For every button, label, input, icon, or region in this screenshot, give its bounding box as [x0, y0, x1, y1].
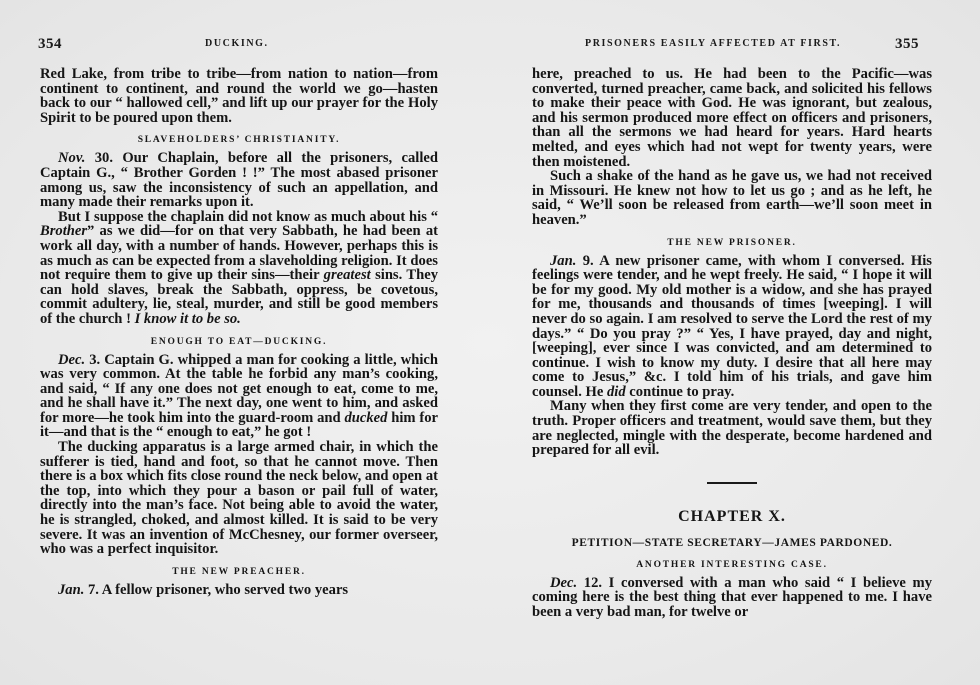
paragraph: The ducking apparatus is a large armed chair, in which the sufferer is tied, hand and foot, so that he cannot move. Then there is a box which fits close round the neck below, and open at the top, into which they pour a bason or pail full of water, directly into the man’s face. Not being able to avoid the water, he is strangled, choked, and almost killed. It is said to be very severe. It was an invention of McChesney, our former overseer, who was a perfect inquisitor. — [40, 439, 438, 558]
page-body — [532, 67, 932, 620]
italic-text: Dec. — [58, 351, 86, 368]
page-number: 355 — [895, 36, 919, 52]
running-head: DUCKING. — [205, 38, 269, 49]
section-heading: SLAVEHOLDERS’ CHRISTIANITY. — [137, 135, 341, 146]
paragraph: Jan. 7. A fellow prisoner, who served two years — [58, 581, 349, 598]
paragraph: here, preached to us. He had been to the Pacific—was converted, turned preacher, came back, and solicited his fellows to make their peace with God. He was ignorant, but zealous, and his sermon produced more effect on officers and prisoners, than all the sermons we had heard for years. Hard hearts melted, and eyes which had not wept for twenty years, were then moistened. — [532, 66, 932, 170]
entry-date: Jan. — [58, 581, 85, 598]
page-number: 354 — [38, 36, 62, 52]
section-heading: THE NEW PREACHER. — [172, 566, 306, 577]
entry-date: Jan. — [550, 252, 577, 269]
italic-text: greatest — [323, 267, 371, 284]
paragraph: Dec. 12. I conversed with a man who said “ I believe my coming here is the best thing that ever happened to me. I have been a very bad man, for twelve or — [532, 574, 932, 621]
italic-text: did — [607, 383, 626, 400]
right-page — [490, 0, 980, 685]
paragraph: But I suppose the chaplain did not know as much about his “ Brother” as we did—for on that very Sabbath, he had been at work all day, with a number of hands. However, perhaps this is as much as can be expected from a slaveholding religion. It does not require them to give up their sins—their greatest sins. They can hold slaves, break the Sabbath, oppress, be covetous, commit adultery, lie, steal, murder, and still be good members of the church ! I know it to be so. — [40, 208, 438, 327]
italic-text: ducked — [344, 409, 388, 426]
paragraph: Jan. 9. A new prisoner came, with whom I conversed. His feelings were tender, and he wept freely. He said, “ I hope it will be for my good. My old mother is a widow, and she has prayed for me, thousands and thousands of times [weeping]. I will never do so again. I am resolved to serve the Lord the rest of my days.” “ Do you pray ?” “ Yes, I have prayed, day and night, [weeping], ever since I was convicted, and am determined to continue. I wish to know my duty. I desire that all here may come to Jesus,” &c. I told him of his trials, and gave him counsel. He did continue to pray. — [532, 252, 932, 400]
section-heading: ENOUGH TO EAT—DUCKING. — [150, 336, 328, 347]
paragraph: Dec. 3. Captain G. whipped a man for cooking a little, which was very common. At the table he forbid any man’s cooking, and said, “ If any one does not get enough to eat, come to me, and he shall have it.” The next day, one went to him, and asked for more—he took him into the guard-room and ducked him for it—and that is the “ enough to eat,” he got ! — [40, 351, 438, 441]
running-head: PRISONERS EASILY AFFECTED AT FIRST. — [585, 38, 842, 49]
section-heading: THE NEW PRISONER. — [667, 237, 797, 248]
section-heading: ANOTHER INTERESTING CASE. — [636, 559, 828, 570]
chapter-subtitle: PETITION—STATE SECRETARY—JAMES PARDONED. — [571, 536, 893, 549]
chapter-rule — [707, 482, 757, 484]
entry-date: Nov. — [58, 150, 86, 167]
paragraph: Nov. 30. Our Chaplain, before all the prisoners, called Captain G., “ Brother Gorden ! !” The most abased prisoner among us, saw the inconsistency of such an appellation, and many made their remarks upon it. — [40, 150, 438, 211]
paragraph: Such a shake of the hand as he gave us, we had not received in Missouri. He knew not how to let us go ; and as he left, he said, “ We’ll soon be released from earth—we’ll soon meet in heaven.” — [532, 168, 932, 228]
paragraph: Many when they first come are very tender, and open to the truth. Proper officers and treatment, would save them, but they are neglected, mingle with the desperate, become hardened and prepared for all evil. — [532, 398, 932, 459]
paragraph: Red Lake, from tribe to tribe—from nation to nation—from continent to continent, and round the world we go—hasten back to our “ hallowed cell,” and lift up our prayer for the Holy Spirit to be poured upon them. — [40, 66, 438, 126]
page-body — [40, 67, 438, 597]
italic-text: I know it to be so. — [134, 310, 241, 327]
italic-text: Brother — [40, 223, 88, 240]
entry-date: Dec. — [550, 574, 578, 591]
chapter-title: CHAPTER X. — [678, 507, 786, 525]
